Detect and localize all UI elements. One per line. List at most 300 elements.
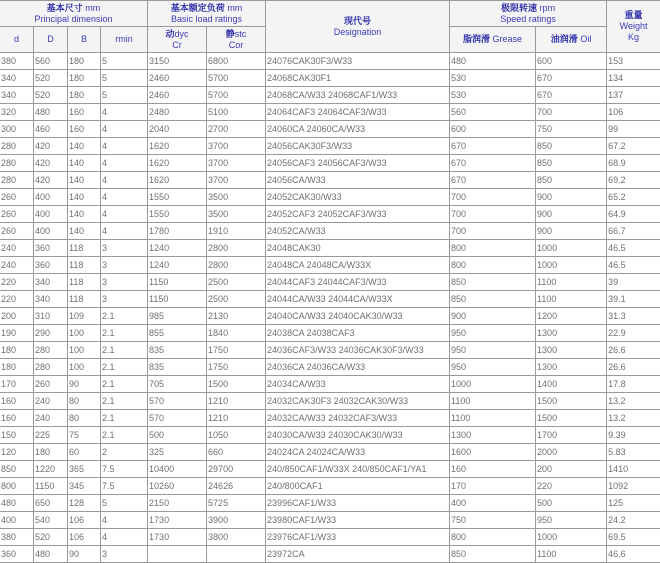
cell-grease: 670 <box>450 138 536 155</box>
cell-D: 560 <box>34 53 68 70</box>
designation-en: Designation <box>333 26 382 37</box>
cell-d: 380 <box>0 529 34 546</box>
cell-designation: 24036CA 24036CA/W33 <box>266 359 450 376</box>
table-row <box>0 223 660 240</box>
cell-designation: 24024CA 24024CA/W33 <box>266 444 450 461</box>
cell-cor: 3700 <box>207 172 266 189</box>
cell-B: 75 <box>68 427 101 444</box>
cell-grease: 850 <box>450 546 536 563</box>
cell-grease: 950 <box>450 342 536 359</box>
cell-B: 109 <box>68 308 101 325</box>
cell-rmin: 3 <box>101 240 148 257</box>
cell-weight: 39.1 <box>607 291 660 308</box>
table-row <box>0 461 660 478</box>
cell-grease: 160 <box>450 461 536 478</box>
cell-rmin: 5 <box>101 87 148 104</box>
cr-cn: 动 <box>165 28 175 39</box>
cell-d: 220 <box>0 274 34 291</box>
cell-B: 180 <box>68 87 101 104</box>
cell-oil: 1100 <box>536 291 607 308</box>
cell-d: 240 <box>0 257 34 274</box>
weight-header <box>607 1 660 53</box>
table-row <box>0 257 660 274</box>
cell-B: 180 <box>68 53 101 70</box>
cell-oil: 750 <box>536 121 607 138</box>
cor-cn: 静 <box>225 28 235 39</box>
cell-weight: 13.2 <box>607 393 660 410</box>
cell-d: 260 <box>0 223 34 240</box>
cell-B: 140 <box>68 172 101 189</box>
cell-weight: 31.3 <box>607 308 660 325</box>
cell-designation: 24030CA/W33 24030CAK30/W33 <box>266 427 450 444</box>
cell-B: 140 <box>68 189 101 206</box>
cell-grease: 560 <box>450 104 536 121</box>
cr-symbol: Cr <box>172 39 182 50</box>
cell-designation: 24048CAK30 <box>266 240 450 257</box>
cell-designation: 24038CA 24038CAF3 <box>266 325 450 342</box>
cell-grease: 530 <box>450 87 536 104</box>
cell-designation: 24036CAF3/W33 24036CAK30F3/W33 <box>266 342 450 359</box>
table-row <box>0 121 660 138</box>
cell-rmin: 5 <box>101 70 148 87</box>
cell-B: 100 <box>68 359 101 376</box>
cell-oil: 600 <box>536 53 607 70</box>
cell-cr: 10260 <box>148 478 207 495</box>
cell-weight: 68.9 <box>607 155 660 172</box>
cell-D: 400 <box>34 189 68 206</box>
principal-dimension-unit: mm <box>85 2 101 13</box>
cell-weight: 69.5 <box>607 529 660 546</box>
table-row <box>0 155 660 172</box>
cell-oil: 1300 <box>536 325 607 342</box>
cell-rmin: 3 <box>101 546 148 563</box>
cell-oil: 1000 <box>536 240 607 257</box>
cr-en: dyc <box>174 28 189 39</box>
cell-oil: 1500 <box>536 410 607 427</box>
cell-rmin: 7.5 <box>101 478 148 495</box>
cell-cr: 1240 <box>148 257 207 274</box>
cell-cor: 5725 <box>207 495 266 512</box>
cell-weight: 134 <box>607 70 660 87</box>
cell-cor: 5700 <box>207 87 266 104</box>
cell-oil: 850 <box>536 138 607 155</box>
cell-cr: 1550 <box>148 189 207 206</box>
cell-grease: 850 <box>450 274 536 291</box>
weight-unit: Kg <box>628 32 640 42</box>
cell-rmin: 2.1 <box>101 342 148 359</box>
cell-weight: 1410 <box>607 461 660 478</box>
cell-cor: 1750 <box>207 359 266 376</box>
cell-cr: 1150 <box>148 291 207 308</box>
cell-cr <box>148 546 207 563</box>
cell-cr: 2460 <box>148 70 207 87</box>
cell-oil: 220 <box>536 478 607 495</box>
speed-ratings-unit: rpm <box>539 2 556 13</box>
cell-cor: 3800 <box>207 529 266 546</box>
table-row <box>0 359 660 376</box>
cell-grease: 170 <box>450 478 536 495</box>
cell-weight: 67.2 <box>607 138 660 155</box>
cell-d: 280 <box>0 155 34 172</box>
table-row <box>0 325 660 342</box>
cell-cor: 2800 <box>207 240 266 257</box>
cell-d: 280 <box>0 138 34 155</box>
cell-grease: 800 <box>450 529 536 546</box>
cell-rmin: 2.1 <box>101 359 148 376</box>
cell-D: 420 <box>34 155 68 172</box>
cell-D: 280 <box>34 359 68 376</box>
cell-B: 118 <box>68 274 101 291</box>
cell-cr: 2150 <box>148 495 207 512</box>
cell-cor: 2800 <box>207 257 266 274</box>
basic-load-ratings-cn: 基本额定负荷 <box>170 2 225 13</box>
cell-rmin: 2.1 <box>101 308 148 325</box>
cell-B: 140 <box>68 138 101 155</box>
cell-D: 400 <box>34 223 68 240</box>
cell-B: 140 <box>68 223 101 240</box>
cell-weight: 39 <box>607 274 660 291</box>
col-grease-header <box>450 27 536 53</box>
cell-D: 480 <box>34 546 68 563</box>
cell-designation: 24052CA/W33 <box>266 223 450 240</box>
cell-cr: 1150 <box>148 274 207 291</box>
cell-cr: 835 <box>148 359 207 376</box>
cell-weight: 99 <box>607 121 660 138</box>
cell-grease: 700 <box>450 206 536 223</box>
cell-rmin: 4 <box>101 189 148 206</box>
cell-rmin: 2.1 <box>101 325 148 342</box>
cell-D: 420 <box>34 172 68 189</box>
speed-ratings-cn: 极限转速 <box>501 2 538 13</box>
table-row <box>0 206 660 223</box>
cell-cr: 835 <box>148 342 207 359</box>
cell-grease: 670 <box>450 172 536 189</box>
cell-rmin: 2.1 <box>101 427 148 444</box>
table-row <box>0 240 660 257</box>
cell-grease: 750 <box>450 512 536 529</box>
cell-rmin: 4 <box>101 172 148 189</box>
cell-B: 140 <box>68 155 101 172</box>
cell-d: 150 <box>0 427 34 444</box>
cell-cr: 705 <box>148 376 207 393</box>
cell-rmin: 3 <box>101 257 148 274</box>
cell-rmin: 2.1 <box>101 376 148 393</box>
cell-B: 118 <box>68 240 101 257</box>
cell-d: 160 <box>0 410 34 427</box>
cell-rmin: 4 <box>101 104 148 121</box>
cell-weight: 26.6 <box>607 342 660 359</box>
cell-cr: 1620 <box>148 155 207 172</box>
cell-oil: 500 <box>536 495 607 512</box>
cell-designation: 240/850CAF1/W33X 240/850CAF1/YA1 <box>266 461 450 478</box>
cell-weight: 1092 <box>607 478 660 495</box>
table-row <box>0 172 660 189</box>
cor-symbol: Cor <box>228 39 244 50</box>
cell-oil: 1700 <box>536 427 607 444</box>
cell-D: 360 <box>34 240 68 257</box>
cell-d: 400 <box>0 512 34 529</box>
cell-weight: 125 <box>607 495 660 512</box>
col-D-header: D <box>34 27 68 53</box>
cell-designation: 24056CA/W33 <box>266 172 450 189</box>
cell-weight: 46.5 <box>607 240 660 257</box>
cell-D: 520 <box>34 529 68 546</box>
cell-designation: 24044CA/W33 24044CA/W33X <box>266 291 450 308</box>
cell-cr: 1550 <box>148 206 207 223</box>
cell-cor: 2700 <box>207 121 266 138</box>
table-row <box>0 274 660 291</box>
cell-cor: 1750 <box>207 342 266 359</box>
grease-cn: 脂润滑 <box>463 34 491 44</box>
cell-grease: 950 <box>450 359 536 376</box>
cell-d: 320 <box>0 104 34 121</box>
cell-grease: 530 <box>450 70 536 87</box>
basic-load-ratings-en: Basic load ratings <box>171 13 243 24</box>
cell-cor: 1210 <box>207 393 266 410</box>
cell-weight: 69.2 <box>607 172 660 189</box>
cell-cr: 3150 <box>148 53 207 70</box>
cell-d: 480 <box>0 495 34 512</box>
cell-rmin: 2.1 <box>101 410 148 427</box>
cell-designation: 24052CAK30/W33 <box>266 189 450 206</box>
cell-rmin: 3 <box>101 291 148 308</box>
cell-d: 340 <box>0 87 34 104</box>
cell-rmin: 4 <box>101 121 148 138</box>
cell-cr: 2480 <box>148 104 207 121</box>
cell-d: 170 <box>0 376 34 393</box>
cell-grease: 480 <box>450 53 536 70</box>
cell-cor: 5700 <box>207 70 266 87</box>
cell-designation: 24032CAK30F3 24032CAK30/W33 <box>266 393 450 410</box>
cell-d: 850 <box>0 461 34 478</box>
cell-d: 340 <box>0 70 34 87</box>
cell-oil: 1300 <box>536 342 607 359</box>
cell-D: 400 <box>34 206 68 223</box>
cell-oil: 1500 <box>536 393 607 410</box>
cell-cr: 2040 <box>148 121 207 138</box>
table-row <box>0 427 660 444</box>
cell-cr: 1730 <box>148 512 207 529</box>
principal-dimension-cn: 基本尺寸 <box>46 2 83 13</box>
cell-cor: 24626 <box>207 478 266 495</box>
cell-designation: 24060CA 24060CA/W33 <box>266 121 450 138</box>
cell-D: 240 <box>34 393 68 410</box>
cell-d: 200 <box>0 308 34 325</box>
cell-cr: 1620 <box>148 138 207 155</box>
cell-B: 60 <box>68 444 101 461</box>
cell-D: 1220 <box>34 461 68 478</box>
cell-cor <box>207 546 266 563</box>
cell-B: 80 <box>68 410 101 427</box>
cell-cr: 855 <box>148 325 207 342</box>
cell-weight: 24.2 <box>607 512 660 529</box>
cell-weight: 153 <box>607 53 660 70</box>
cell-d: 380 <box>0 53 34 70</box>
cell-designation: 24076CAK30F3/W33 <box>266 53 450 70</box>
cell-d: 280 <box>0 172 34 189</box>
cell-B: 106 <box>68 529 101 546</box>
cell-grease: 800 <box>450 240 536 257</box>
table-row <box>0 478 660 495</box>
col-cr-header <box>148 27 207 53</box>
cell-cor: 3700 <box>207 155 266 172</box>
cell-designation: 23980CAF1/W33 <box>266 512 450 529</box>
table-row <box>0 104 660 121</box>
table-row <box>0 342 660 359</box>
cell-rmin: 3 <box>101 274 148 291</box>
cell-weight: 46.6 <box>607 546 660 563</box>
cell-D: 310 <box>34 308 68 325</box>
speed-ratings-en: Speed ratings <box>500 13 556 24</box>
cell-designation: 23972CA <box>266 546 450 563</box>
cell-d: 120 <box>0 444 34 461</box>
cell-designation: 24034CA/W33 <box>266 376 450 393</box>
weight-cn: 重量 <box>624 10 643 20</box>
cell-cr: 1240 <box>148 240 207 257</box>
table-header <box>0 1 660 53</box>
cell-cr: 1620 <box>148 172 207 189</box>
table-row <box>0 87 660 104</box>
cell-oil: 670 <box>536 70 607 87</box>
cell-grease: 1100 <box>450 410 536 427</box>
table-row <box>0 308 660 325</box>
cell-weight: 5.83 <box>607 444 660 461</box>
cell-cor: 1050 <box>207 427 266 444</box>
cell-weight: 13.2 <box>607 410 660 427</box>
table-row <box>0 70 660 87</box>
cell-cr: 1730 <box>148 529 207 546</box>
cell-designation: 24064CAF3 24064CAF3/W33 <box>266 104 450 121</box>
cell-weight: 46.5 <box>607 257 660 274</box>
cell-cor: 1210 <box>207 410 266 427</box>
cell-d: 260 <box>0 189 34 206</box>
cell-grease: 400 <box>450 495 536 512</box>
cell-designation: 23976CAF1/W33 <box>266 529 450 546</box>
cell-d: 180 <box>0 342 34 359</box>
cell-oil: 1000 <box>536 529 607 546</box>
cell-grease: 850 <box>450 291 536 308</box>
cell-weight: 26.6 <box>607 359 660 376</box>
cell-cr: 985 <box>148 308 207 325</box>
cell-cor: 2130 <box>207 308 266 325</box>
cor-en: stc <box>234 28 247 39</box>
cell-d: 360 <box>0 546 34 563</box>
cell-cor: 2500 <box>207 291 266 308</box>
cell-rmin: 4 <box>101 223 148 240</box>
designation-header <box>266 1 450 53</box>
basic-load-ratings-header <box>148 1 266 27</box>
cell-D: 340 <box>34 291 68 308</box>
cell-d: 190 <box>0 325 34 342</box>
cell-oil: 2000 <box>536 444 607 461</box>
cell-D: 360 <box>34 257 68 274</box>
weight-en: Weight <box>619 21 648 31</box>
table-row <box>0 138 660 155</box>
cell-B: 118 <box>68 291 101 308</box>
cell-weight: 106 <box>607 104 660 121</box>
cell-B: 160 <box>68 104 101 121</box>
cell-d: 220 <box>0 291 34 308</box>
cell-cor: 1840 <box>207 325 266 342</box>
cell-D: 480 <box>34 104 68 121</box>
cell-weight: 17.8 <box>607 376 660 393</box>
cell-cr: 570 <box>148 410 207 427</box>
cell-d: 300 <box>0 121 34 138</box>
table-row <box>0 376 660 393</box>
col-cor-header <box>207 27 266 53</box>
cell-designation: 24056CAK30F3/W33 <box>266 138 450 155</box>
col-rmin-header: rmin <box>101 27 148 53</box>
cell-oil: 1300 <box>536 359 607 376</box>
cell-oil: 1000 <box>536 257 607 274</box>
cell-B: 140 <box>68 206 101 223</box>
cell-D: 1150 <box>34 478 68 495</box>
cell-designation: 24032CA/W33 24032CAF3/W33 <box>266 410 450 427</box>
designation-cn: 现代号 <box>344 15 372 26</box>
cell-grease: 1600 <box>450 444 536 461</box>
cell-grease: 600 <box>450 121 536 138</box>
cell-cor: 6800 <box>207 53 266 70</box>
cell-designation: 24044CAF3 24044CAF3/W33 <box>266 274 450 291</box>
cell-grease: 1000 <box>450 376 536 393</box>
basic-load-ratings-unit: mm <box>227 2 243 13</box>
oil-cn: 油润滑 <box>550 34 578 44</box>
speed-ratings-header <box>450 1 607 27</box>
table-row <box>0 189 660 206</box>
grease-en: Grease <box>492 34 523 44</box>
cell-D: 650 <box>34 495 68 512</box>
cell-B: 160 <box>68 121 101 138</box>
table-row <box>0 495 660 512</box>
table-body <box>0 53 660 563</box>
cell-B: 106 <box>68 512 101 529</box>
cell-grease: 700 <box>450 189 536 206</box>
cell-weight: 65.2 <box>607 189 660 206</box>
cell-D: 340 <box>34 274 68 291</box>
cell-cr: 325 <box>148 444 207 461</box>
cell-D: 225 <box>34 427 68 444</box>
cell-D: 290 <box>34 325 68 342</box>
cell-oil: 850 <box>536 155 607 172</box>
cell-oil: 1200 <box>536 308 607 325</box>
cell-B: 118 <box>68 257 101 274</box>
cell-D: 260 <box>34 376 68 393</box>
cell-rmin: 4 <box>101 155 148 172</box>
cell-grease: 1300 <box>450 427 536 444</box>
cell-d: 240 <box>0 240 34 257</box>
cell-d: 160 <box>0 393 34 410</box>
cell-rmin: 2 <box>101 444 148 461</box>
cell-cr: 1780 <box>148 223 207 240</box>
principal-dimension-header <box>0 1 148 27</box>
cell-rmin: 5 <box>101 53 148 70</box>
cell-designation: 240/800CAF1 <box>266 478 450 495</box>
cell-weight: 66.7 <box>607 223 660 240</box>
cell-B: 345 <box>68 478 101 495</box>
cell-D: 240 <box>34 410 68 427</box>
cell-rmin: 2.1 <box>101 393 148 410</box>
cell-D: 520 <box>34 70 68 87</box>
cell-cor: 29700 <box>207 461 266 478</box>
table-row <box>0 291 660 308</box>
table-row <box>0 444 660 461</box>
cell-designation: 24040CA/W33 24040CAK30/W33 <box>266 308 450 325</box>
cell-rmin: 4 <box>101 138 148 155</box>
cell-D: 460 <box>34 121 68 138</box>
cell-grease: 700 <box>450 223 536 240</box>
cell-oil: 1100 <box>536 274 607 291</box>
cell-d: 180 <box>0 359 34 376</box>
